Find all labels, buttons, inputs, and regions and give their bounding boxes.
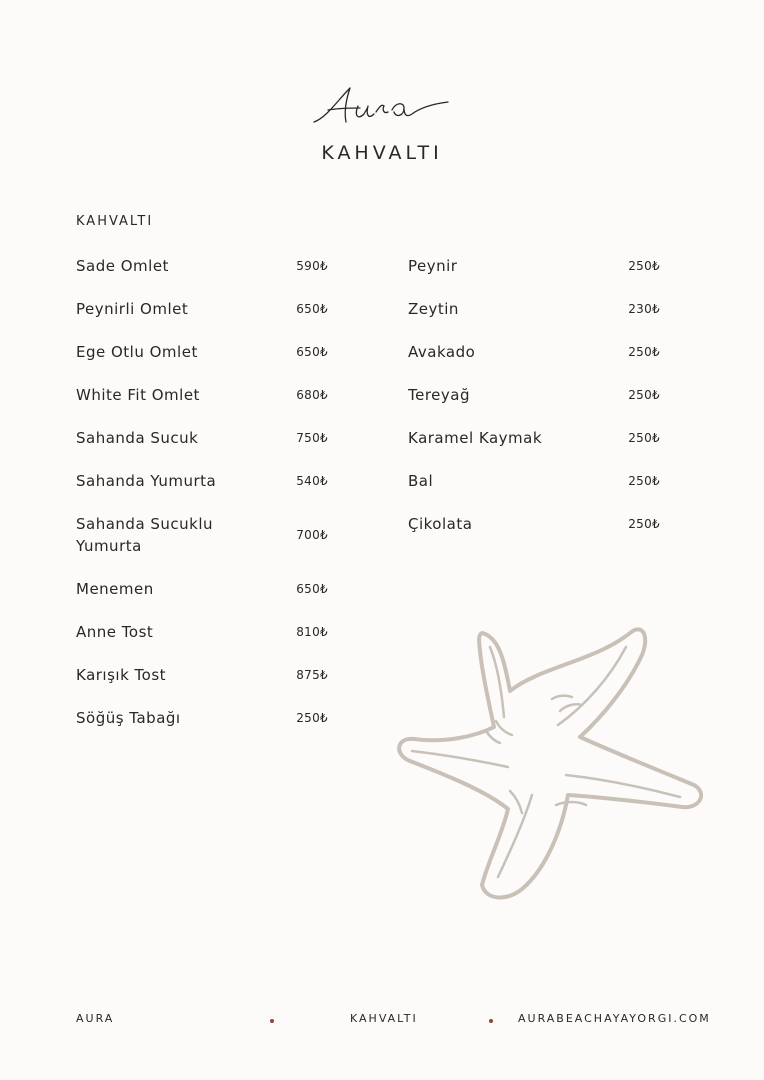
menu-item: [408, 298, 664, 320]
menu-item: [76, 578, 332, 600]
item-price: 250₺: [296, 711, 328, 725]
menu-item: [76, 470, 332, 492]
item-name: Ege Otlu Omlet: [76, 343, 198, 361]
item-price: 810₺: [296, 625, 328, 639]
item-name: Avakado: [408, 343, 476, 361]
menu-item: [76, 427, 332, 449]
menu-item: [76, 707, 332, 729]
menu-item: [76, 298, 332, 320]
menu-item: [76, 621, 332, 643]
item-price: 680₺: [296, 388, 328, 402]
item-name: Sahanda Yumurta: [76, 472, 217, 490]
item-name: Tereyağ: [408, 386, 470, 404]
footer-website[interactable]: AURABEACHAYAYORGI.COM: [518, 1012, 711, 1025]
item-name: Sahanda Sucuklu Yumurta: [76, 515, 214, 555]
footer-dot: [489, 1019, 493, 1023]
menu-item: [76, 255, 332, 277]
item-name: Karışık Tost: [76, 666, 167, 684]
item-price: 875₺: [296, 668, 328, 682]
menu-item: [408, 470, 664, 492]
item-name: Çikolata: [408, 515, 473, 533]
menu-column-left: [76, 255, 332, 750]
item-price: 650₺: [296, 345, 328, 359]
item-price: 650₺: [296, 582, 328, 596]
menu-item: [76, 341, 332, 363]
aura-logo: [300, 78, 464, 134]
item-name: Sahanda Sucuk: [76, 429, 199, 447]
item-price: 250₺: [628, 431, 660, 445]
item-price: 590₺: [296, 259, 328, 273]
menu-item: [76, 384, 332, 406]
item-price: 230₺: [628, 302, 660, 316]
item-name: Sade Omlet: [76, 257, 169, 275]
item-name: Anne Tost: [76, 623, 154, 641]
footer-brand: AURA: [76, 1012, 115, 1025]
item-price: 540₺: [296, 474, 328, 488]
item-price: 750₺: [296, 431, 328, 445]
menu-item: [76, 513, 332, 557]
page-title: KAHVALTI: [321, 142, 443, 164]
item-name: Zeytin: [408, 300, 459, 318]
menu-item: [408, 384, 664, 406]
menu-item: [76, 664, 332, 686]
footer-dot: [270, 1019, 274, 1023]
item-price: 650₺: [296, 302, 328, 316]
item-price: 700₺: [296, 528, 328, 542]
menu-item: [408, 427, 664, 449]
item-price: 250₺: [628, 345, 660, 359]
item-price: 250₺: [628, 388, 660, 402]
item-name: Söğüş Tabağı: [76, 709, 181, 727]
item-price: 250₺: [628, 474, 660, 488]
starfish-illustration: [390, 625, 705, 900]
item-name: White Fit Omlet: [76, 386, 200, 404]
item-name: Peynir: [408, 257, 458, 275]
item-name: Bal: [408, 472, 434, 490]
item-name: Menemen: [76, 580, 154, 598]
menu-column-right: [408, 255, 664, 556]
footer-section: KAHVALTI: [350, 1012, 418, 1025]
menu-item: [408, 255, 664, 277]
item-name: Karamel Kaymak: [408, 429, 543, 447]
menu-item: [408, 513, 664, 535]
menu-item: [408, 341, 664, 363]
item-price: 250₺: [628, 259, 660, 273]
section-title: KAHVALTI: [76, 214, 154, 229]
item-price: 250₺: [628, 517, 660, 531]
item-name: Peynirli Omlet: [76, 300, 189, 318]
